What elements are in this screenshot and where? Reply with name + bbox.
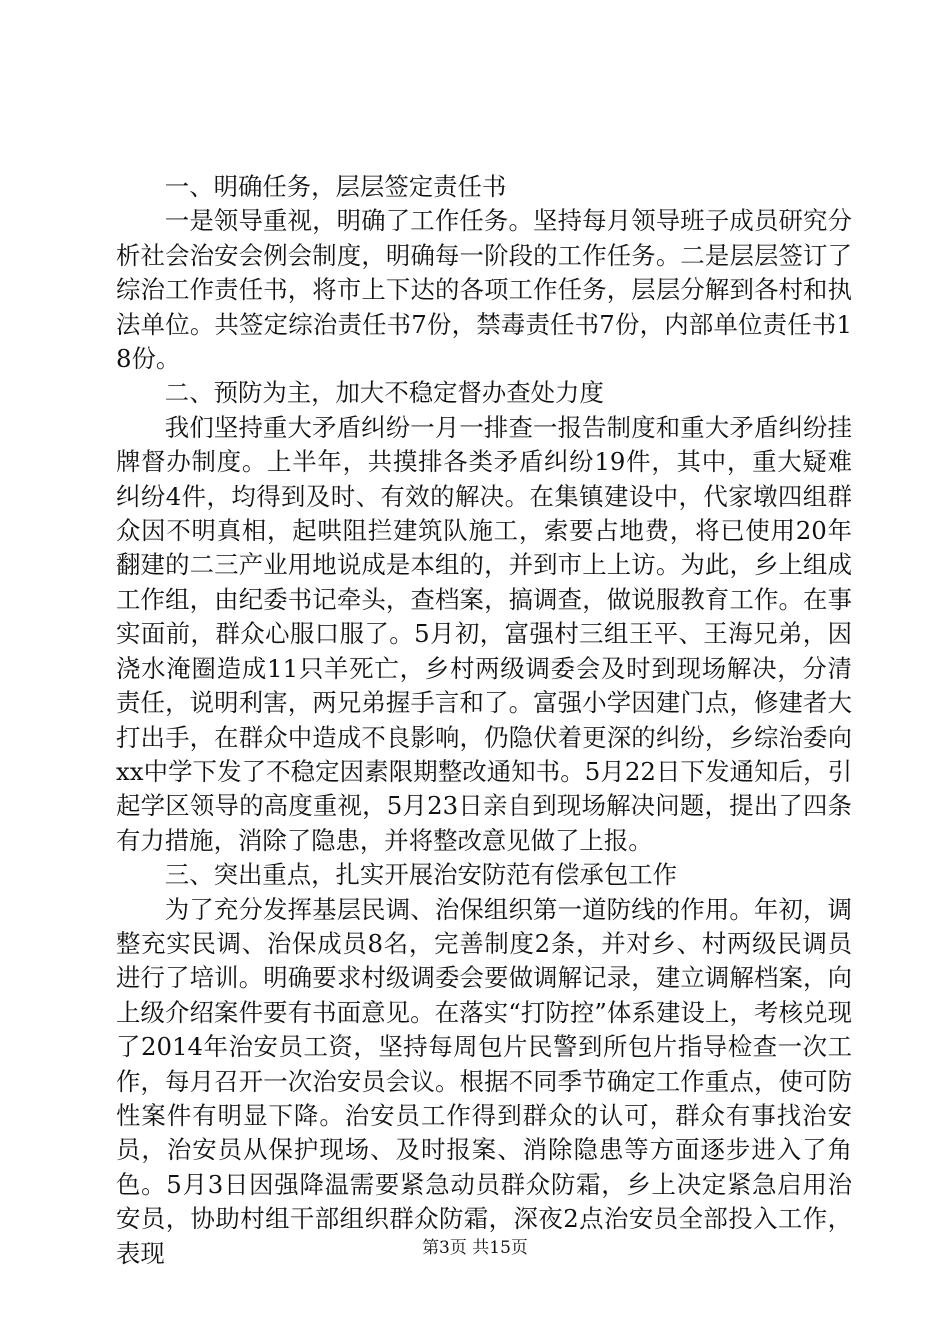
paragraph-2: 我们坚持重大矛盾纠纷一月一排查一报告制度和重大矛盾纠纷挂牌督办制度。上半年，共摸排各类矛盾纠纷19件，其中，重大疑难纠纷4件，均得到及时、有效的解决。在集镇建设中，代家墩四组群众因不明真相，起哄阻拦建筑队施工，索要占地费，将已使用20年翻建的二三产业用地说成是本组的，并到市上上访。为此，乡上组成工作组，由纪委书记牵头，查档案，搞调查，做说服教育工作。在事实面前，群众心服口服了。5月初，富强村三组王平、王海兄弟，因浇水淹圈造成11只羊死亡，乡村两级调委会及时到现场解决，分清责任，说明利害，两兄弟握手言和了。富强小学因建门点，修建者大打出手，在群众中造成不良影响，仍隐伏着更深的纠纷，乡综治委向xx中学下发了不稳定因素限期整改通知书。5月22日下发通知后，引起学区领导的高度重视，5月23日亲自到现场解决问题，提出了四条有力措施，消除了隐患，并将整改意见做了上报。 xyxy=(116,412,852,855)
document-body xyxy=(116,170,852,1271)
paragraph-3: 为了充分发挥基层民调、治保组织第一道防线的作用。年初，调整充实民调、治保成员8名，完善制度2条，并对乡、村两级民调员进行了培训。明确要求村级调委会要做调解记录，建立调解档案，向上级介绍案件要有书面意见。在落实“打防控”体系建设上，考核兑现了2014年治安员工资，坚持每周包片民警到所包片指导检查一次工作，每月召开一次治安员会议。根据不同季节确定工作重点，使可防性案件有明显下降。治安员工作得到群众的认可，群众有事找治安员，治安员从保护现场、及时报案、消除隐患等方面逐步进入了角色。5月3日因强降温需要紧急动员群众防霜，乡上决定紧急启用治安员，协助村组干部组织群众防霜，深夜2点治安员全部投入工作，表现 xyxy=(116,894,852,1268)
paragraph-1: 一是领导重视，明确了工作任务。坚持每月领导班子成员研究分析社会治安会例会制度，明确每一阶段的工作任务。二是层层签订了综治工作责任书，将市上下达的各项工作任务，层层分解到各村和执法单位。共签定综治责任书7份，禁毒责任书7份，内部单位责任书18份。 xyxy=(116,206,852,374)
section-heading-1: 一、明确任务，层层签定责任书 xyxy=(164,172,507,201)
section-heading-3: 三、突出重点，扎实开展治安防范有偿承包工作 xyxy=(164,860,678,890)
page-number-footer: 第3页 共15页 xyxy=(422,1238,528,1258)
section-heading-2: 二、预防为主，加大不稳定督办查处力度 xyxy=(164,378,604,408)
